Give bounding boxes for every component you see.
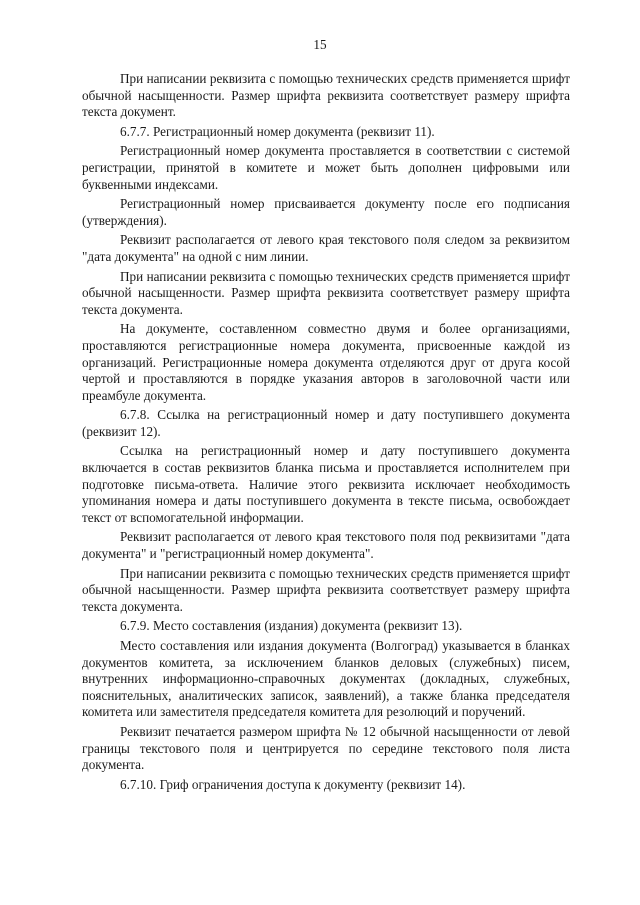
paragraph: Место составления или издания документа (Волгоград) указывается в бланках документов комитета, за исключением бланков деловых (служебных) писем, внутренних информационно-справочных документах (докладных, служебных, пояснительных, аналитических записок, заявлений), а также бланка председателя комитета или заместителя председателя комитета для резолюций и поручений. bbox=[82, 638, 570, 720]
paragraph: При написании реквизита с помощью технических средств применяется шрифт обычной насыщенности. Размер шрифта реквизита соответствует размеру шрифта текста документа. bbox=[82, 565, 570, 614]
page-number: 15 bbox=[313, 37, 327, 52]
section-heading: 6.7.7. Регистрационный номер документа (реквизит 11). bbox=[120, 123, 435, 139]
section-heading: 6.7.9. Место составления (издания) документа (реквизит 13). bbox=[120, 618, 463, 634]
paragraph: Реквизит располагается от левого края текстового поля под реквизитами "дата документа" и "регистрационный номер документа". bbox=[82, 529, 570, 562]
paragraph: Реквизит располагается от левого края текстового поля следом за реквизитом "дата документа" на одной с ним линии. bbox=[82, 232, 570, 264]
paragraph: При написании реквизита с помощью технических средств применяется шрифт обычной насыщенности. Размер шрифта реквизита соответствует размеру шрифта текста документ. bbox=[82, 71, 570, 120]
paragraph: Регистрационный номер документа проставляется в соответствии с системой регистрации, принятой в комитете и может быть дополнен цифровыми или буквенными индексами. bbox=[82, 143, 570, 192]
paragraph: Регистрационный номер присваивается документу после его подписания (утверждения). bbox=[82, 196, 570, 228]
paragraph: При написании реквизита с помощью технических средств применяется шрифт обычной насыщенности. Размер шрифта реквизита соответствует размеру шрифта текста документа. bbox=[82, 268, 570, 317]
section-heading: 6.7.10. Гриф ограничения доступа к документу (реквизит 14). bbox=[120, 776, 466, 792]
section-heading: 6.7.8. Ссылка на регистрационный номер и дату поступившего документа (реквизит 12). bbox=[82, 407, 570, 439]
paragraph: Ссылка на регистрационный номер и дату поступившего документа включается в состав реквизитов бланка письма и проставляется исполнителем при подготовке письма-ответа. Наличие этого реквизита исключает необходимость упоминания номера и даты поступившего документа в тексте письма, освобождает текст от вспомогательной информации. bbox=[82, 443, 570, 525]
paragraph: Реквизит печатается размером шрифта № 12 обычной насыщенности от левой границы текстового поля и центрируется по середине текстового поля листа документа. bbox=[82, 723, 570, 773]
document-body bbox=[82, 71, 570, 793]
paragraph: На документе, составленном совместно двумя и более организациями, проставляются регистрационные номера документа, присвоенные каждой из организаций. Регистрационные номера документа отделяются друг от друга косой чертой и проставляются в порядке указания авторов в заголовочной части или преамбуле документа. bbox=[82, 321, 570, 403]
